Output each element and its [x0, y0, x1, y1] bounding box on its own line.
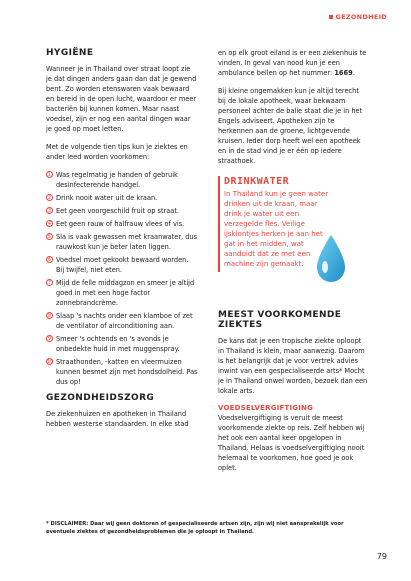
tip-text: Eet geen voorgeschild fruit op straat. [56, 207, 180, 215]
tip-text: Drink nooit water uit de kraan. [56, 194, 158, 202]
tip-number-badge: 8 [47, 313, 52, 319]
tip-number-badge: 5 [47, 234, 52, 240]
tip-text: Smeer 's ochtends en 's avonds je onbedekte huid in met muggenspray. [56, 335, 180, 353]
tip-text: Slaap 's nachts onder een klamboe of zet de ventilator of airconditioning aan. [56, 312, 193, 330]
tip-text: Was regelmatig je handen of gebruik desinfecterende handgel. [56, 171, 178, 189]
tip-number-badge: 9 [47, 336, 52, 342]
tip-item [46, 193, 198, 203]
drinkwater-title: DRINKWATER [224, 176, 290, 187]
hygiene-intro: Met de volgende tien tips kun je ziektes en ander leed worden voorkomen: [46, 143, 188, 161]
section-label [329, 13, 387, 21]
drinkwater-text: In Thailand kun je geen water drinken uit de kraan, maar drink je water uit een verzegelde fles. Veilige ijsklontjes herken je aan het gat in het midden, wat aanduidt dat ze met een machine zijn gemaakt. [224, 190, 329, 268]
left-column [46, 48, 198, 437]
tips-list [46, 170, 198, 387]
gezondheidszorg-heading: GEZONDHEIDSZORG [46, 393, 155, 403]
apotheek-paragraph: Bij kleine ongemakken kun je altijd terecht bij de lokale apotheek, waar bekwaam personeel achter de balie staat die je in het Engels adviseert. Apotheken zijn te herkennen aan de groene, lichtgevende kruisen. Ieder dorp heeft wel een apotheek en in de stad vind je er één op iedere straathoek. [218, 87, 363, 165]
tip-text: Mijd de felle middagzon en smeer je altijd goed in met een hoge factor zonnebrandcrème. [56, 279, 195, 307]
tip-number-badge: 2 [47, 195, 52, 201]
tip-item [46, 170, 198, 190]
drinkwater-callout [218, 176, 368, 296]
callout-accent-bar [218, 176, 220, 272]
emergency-number: 1669 [334, 69, 353, 77]
tip-item [46, 334, 198, 354]
page-number: 79 [376, 552, 387, 561]
gezondheidszorg-paragraph-cont: en op elk groot eiland is er een ziekenhuis te vinden. In geval van nood kun je een ambulance bellen op het nummer: 1669. [218, 49, 367, 77]
tip-item [46, 206, 198, 216]
water-drop-icon [314, 234, 348, 284]
right-column [218, 48, 368, 481]
tip-number-badge: 10 [47, 359, 54, 365]
tip-item [46, 232, 198, 252]
tip-number-badge: 7 [47, 280, 52, 286]
tip-item [46, 357, 198, 387]
ziektes-paragraph: De kans dat je een tropische ziekte oploopt in Thailand is klein, maar aanwezig. Daarom is het belangrijk dat je voor vertrek advies inwint van een gespecialiseerde arts* Mocht je in Thailand onwel worden, bezoek dan een lokale arts. [218, 337, 368, 395]
tip-number-badge: 6 [47, 257, 52, 263]
ambulance-text: en op elk groot eiland is er een ziekenhuis te vinden. In geval van nood kun je een ambulance bellen op het nummer: [218, 49, 367, 77]
gezondheidszorg-paragraph-start: De ziekenhuizen en apotheken in Thailand hebben westerse standaarden. In elke stad [46, 410, 189, 428]
disclaimer-footnote: * DISCLAIMER: Daar wij geen doktoren of gespecialiseerde artsen zijn, zijn wij niet aansprakelijk voor eventuele ziektes of gezondheidsproblemen die je oploopt in Thailand. [46, 521, 344, 535]
voedselvergiftiging-paragraph: Voedselvergiftiging is veruit de meest voorkomende ziekte op reis. Zelf hebben wij het ook een aantal keer opgelopen in Thailand. Helaas is voedselvergiftiging nooit helemaal te voorkomen, hoe goed je ook oplet. [218, 414, 365, 472]
tip-item [46, 278, 198, 308]
tip-text: Straathonden, -katten en vleermuizen kunnen besmet zijn met hondsdolheid. Pas dus op! [56, 358, 198, 386]
tip-number-badge: 4 [47, 221, 52, 227]
tip-number-badge: 1 [47, 172, 52, 178]
tip-text: Voedsel moet gekookt bewaard worden. Bij twijfel, niet eten. [56, 256, 189, 274]
tip-item [46, 255, 198, 275]
hygiene-heading: HYGIËNE [46, 48, 94, 58]
tip-item [46, 311, 198, 331]
section-label-text: GEZONDHEID [335, 13, 387, 21]
tip-number-badge: 3 [47, 208, 52, 214]
hygiene-paragraph: Wanneer je in Thailand over straat loopt zie je dat dingen anders gaan dan dat je gewend bent. Zo worden etenswaren vaak bewaard en bereid in de open lucht, waardoor er meer bacteriën bij kunnen komen. Maar naast voedsel, zijn er nog een aantal dingen waar je goed op moet letten. [46, 65, 197, 133]
tip-item [46, 219, 198, 229]
ziektes-heading: MEEST VOORKOMENDE ZIEKTES [218, 310, 342, 330]
square-bullet-icon [329, 15, 333, 19]
voedselvergiftiging-heading: VOEDSELVERGIFTIGING [218, 404, 314, 412]
tip-text: Eet geen rauw of halfrauw vlees of vis. [56, 220, 185, 228]
tip-text: Sla is vaak gewassen met kraanwater, dus rauwkost kun je beter laten liggen. [56, 233, 198, 251]
